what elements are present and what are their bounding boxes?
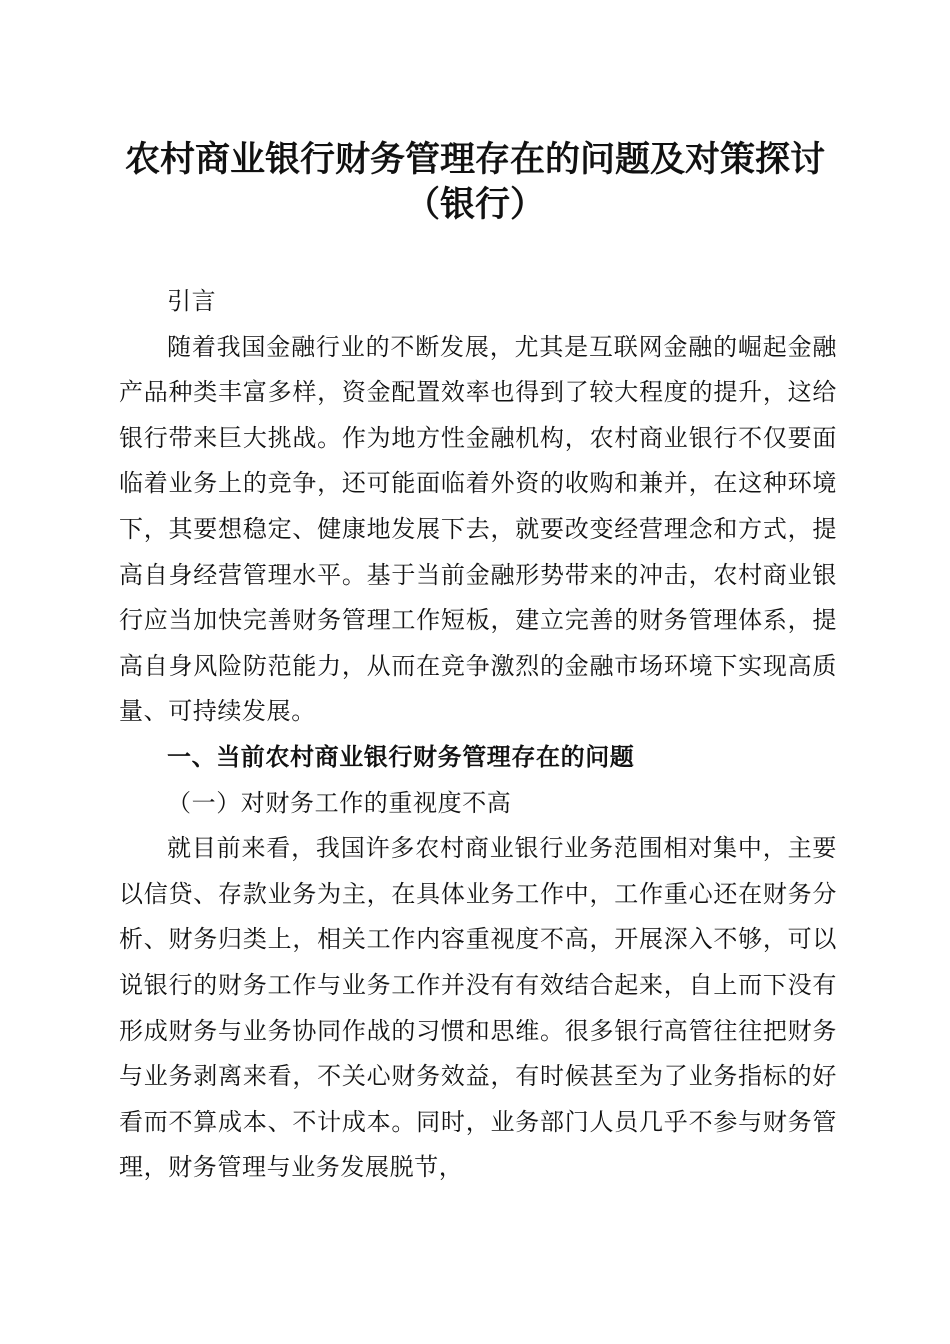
intro-paragraph: 随着我国金融行业的不断发展，尤其是互联网金融的崛起金融产品种类丰富多样，资金配置效率也得到了较大程度的提升，这给银行带来巨大挑战。作为地方性金融机构，农村商业银行不仅要面临着业务上的竞争，还可能面临着外资的收购和兼并，在这种环境下，其要想稳定、健康地发展下去，就要改变经营理念和方式，提高自身经营管理水平。基于当前金融形势带来的冲击，农村商业银行应当加快完善财务管理工作短板，建立完善的财务管理体系，提高自身风险防范能力，从而在竞争激烈的金融市场环境下实现高质量、可持续发展。 [119, 332, 837, 726]
document-subtitle: （银行） [404, 184, 545, 225]
document-title: 农村商业银行财务管理存在的问题及对策探讨 [124, 139, 825, 180]
subsection-heading-1: （一）对财务工作的重视度不高 [167, 788, 512, 817]
intro-label: 引言 [167, 287, 217, 315]
subsection-paragraph-1: 就目前来看，我国许多农村商业银行业务范围相对集中，主要以信贷、存款业务为主，在具体业务工作中，工作重心还在财务分析、财务归类上，相关工作内容重视度不高，开展深入不够，可以说银行的财务工作与业务工作并没有有效结合起来，自上而下没有形成财务与业务协同作战的习惯和思维。很多银行高管往往把财务与业务剥离来看，不关心财务效益，有时候甚至为了业务指标的好看而不算成本、不计成本。同时，业务部门人员几乎不参与财务管理，财务管理与业务发展脱节， [119, 834, 837, 1182]
document-body [119, 279, 837, 1191]
section-heading-1: 一、当前农村商业银行财务管理存在的问题 [167, 742, 635, 771]
